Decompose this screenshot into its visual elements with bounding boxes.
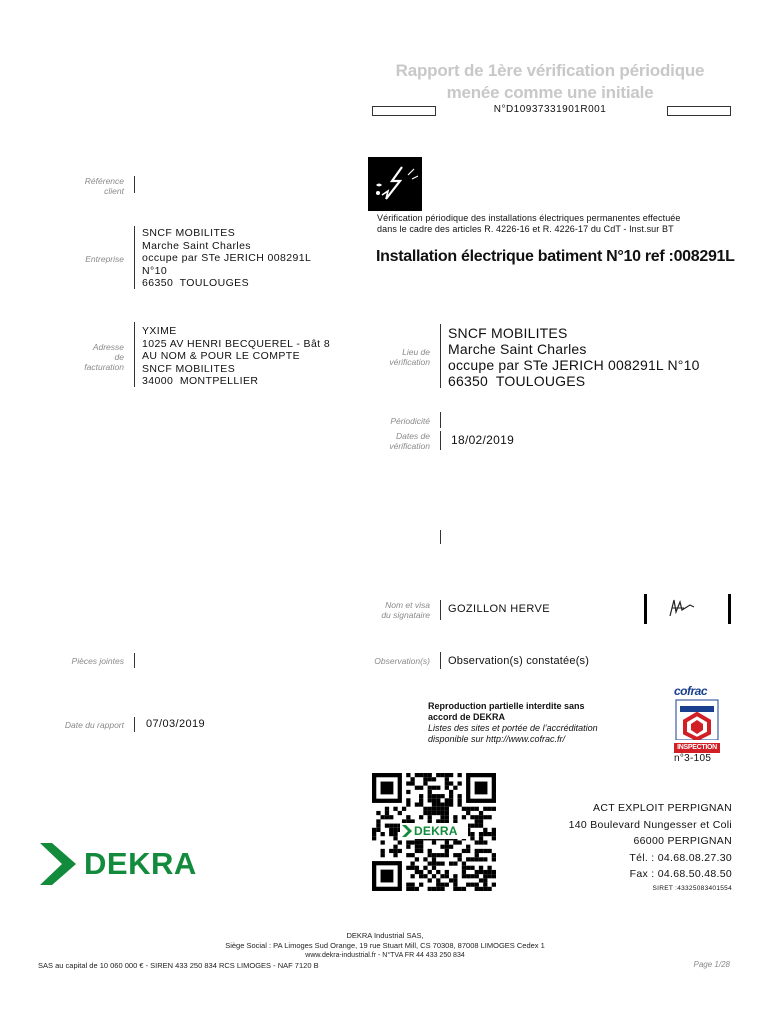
lieu-verification: SNCF MOBILITES Marche Saint Charles occupe par STe JERICH 008291L N°10 66350 TOULOUGES	[448, 325, 700, 389]
reproduction-notice	[428, 701, 598, 745]
header-box-right	[667, 106, 731, 116]
signataire-divider	[440, 600, 441, 620]
dates-label-line2: vérification	[389, 441, 430, 451]
footer-capital: SAS au capital de 10 060 000 € - SIREN 433 250 834 RCS LIMOGES - NAF 7120 B	[38, 961, 319, 970]
installation-title: Installation électrique batiment N°10 ref :008291L	[376, 248, 735, 265]
cofrac-inspection-label: INSPECTION	[674, 743, 720, 753]
sites-line1: Listes des sites et portée de l’accréditation	[428, 723, 598, 733]
reference-label-line1: Référence	[84, 176, 124, 186]
agency-address	[569, 800, 732, 895]
periodicite-divider	[440, 412, 441, 428]
cofrac-logo	[674, 684, 720, 754]
empty-field-divider	[440, 530, 441, 544]
reference-divider	[134, 176, 135, 193]
verification-text: Vérification périodique des installations électriques permanentes effectuée dans le cadre des articles R. 4226-16 et R. 4226-17 du CdT - Inst.sur BT	[377, 213, 681, 234]
signature-frame-left	[644, 594, 647, 624]
signataire-label	[356, 600, 430, 620]
dekra-chevron-icon	[40, 843, 76, 885]
repro-line2: accord de DEKRA	[428, 712, 506, 722]
observations-divider	[440, 652, 441, 669]
adresse-label-line2: de	[114, 352, 124, 362]
cofrac-hexagon-icon	[674, 698, 720, 740]
periodicite-label: Périodicité	[390, 416, 430, 426]
dekra-logo	[40, 842, 197, 886]
report-title	[350, 60, 750, 104]
dekra-logo-text: DEKRA	[84, 846, 197, 881]
footer-siege: Siège Social : PA Limoges Sud Orange, 19 rue Stuart Mill, CS 70308, 87008 LIMOGES Cedex 1	[225, 941, 545, 950]
agency-fax: Fax : 04.68.50.48.50	[629, 868, 732, 880]
pieces-divider	[134, 653, 135, 668]
qr-dekra-chevron-icon	[402, 825, 412, 837]
adresse-divider	[134, 322, 135, 387]
date-rapport-divider	[134, 717, 135, 732]
entreprise-divider	[134, 226, 135, 289]
dates-divider	[440, 431, 441, 450]
electrical-hazard-icon	[368, 157, 422, 211]
signature-frame-right	[728, 594, 731, 624]
agency-siret: SIRET :43325083401554	[652, 884, 732, 892]
entreprise-address: SNCF MOBILITES Marche Saint Charles occupe par STe JERICH 008291L N°10 66350 TOULOUGES	[142, 227, 312, 289]
entreprise-label: Entreprise	[85, 254, 124, 264]
qr-dekra-logo	[400, 823, 468, 839]
qr-dekra-text: DEKRA	[414, 824, 458, 838]
sites-line2: disponible sur http://www.cofrac.fr/	[428, 734, 566, 744]
observations-value: Observation(s) constatée(s)	[448, 655, 590, 667]
reference-label-line2: client	[104, 186, 124, 196]
agency-city: 66000 PERPIGNAN	[633, 835, 732, 847]
dates-verification-label	[356, 431, 430, 451]
dates-verification: 18/02/2019	[451, 433, 515, 447]
adresse-facturation-label	[40, 342, 124, 372]
signature	[664, 596, 704, 620]
footer-website: www.dekra-industrial.fr - N°TVA FR 44 433 250 834	[305, 952, 465, 959]
cofrac-logo-text: cofrac	[674, 684, 708, 698]
report-number: N°D10937331901R001	[493, 104, 607, 115]
lieu-verification-label	[356, 347, 430, 367]
date-rapport: 07/03/2019	[146, 718, 206, 730]
reference-client-label	[40, 176, 124, 196]
signataire-name: GOZILLON HERVE	[448, 603, 550, 615]
lieu-divider	[440, 324, 441, 388]
footer	[0, 931, 770, 961]
signataire-label-line2: du signataire	[381, 610, 430, 620]
footer-company: DEKRA Industrial SAS,	[346, 931, 424, 940]
qr-code	[372, 773, 496, 891]
lieu-label-line1: Lieu de	[402, 347, 430, 357]
date-rapport-label: Date du rapport	[64, 720, 124, 730]
pieces-jointes-label: Pièces jointes	[71, 656, 124, 666]
adresse-facturation: YXIME 1025 AV HENRI BECQUEREL - Bât 8 AU NOM & POUR LE COMPTE SNCF MOBILITES 34000 MONTPELLIER	[142, 325, 331, 387]
repro-line1: Reproduction partielle interdite sans	[428, 701, 585, 711]
signataire-label-line1: Nom et visa	[385, 600, 430, 610]
lieu-label-line2: vérification	[389, 357, 430, 367]
agency-street: 140 Boulevard Nungesser et Coli	[568, 818, 732, 831]
adresse-label-line1: Adresse	[92, 342, 124, 352]
header-box-left	[372, 106, 436, 116]
report-title-line1: Rapport de 1ère vérification périodique	[395, 61, 705, 80]
dates-label-line1: Dates de	[395, 431, 430, 441]
agency-tel: Tél. : 04.68.08.27.30	[629, 851, 732, 864]
page-number: Page 1/28	[693, 960, 730, 969]
agency-name: ACT EXPLOIT PERPIGNAN	[593, 802, 732, 814]
observations-label: Observation(s)	[374, 656, 430, 666]
accreditation-number: n°3-105	[674, 753, 712, 764]
report-title-line2: menée comme une initiale	[446, 83, 654, 102]
adresse-label-line3: facturation	[84, 362, 124, 372]
